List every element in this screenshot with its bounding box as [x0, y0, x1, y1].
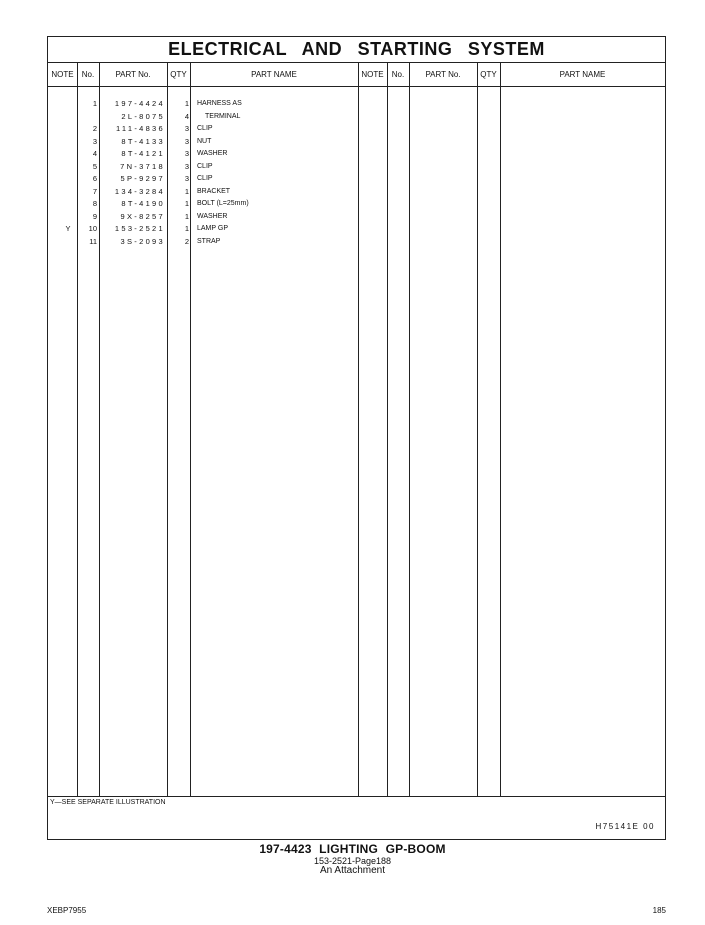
col-header-no-left: No.	[81, 70, 95, 79]
row-number: 5	[92, 161, 97, 171]
row-number: 10	[88, 224, 97, 233]
row-part-number: 5P-9297	[120, 174, 165, 183]
row-number: 8	[92, 199, 97, 208]
col-header-partno-right: PART No.	[425, 70, 461, 79]
row-part-name: BOLT (L=25mm)	[197, 200, 249, 207]
row-part-name: HARNESS AS	[197, 100, 242, 107]
attachment-label: An Attachment	[319, 865, 386, 876]
col-header-partname-left: PART NAME	[251, 70, 297, 79]
row-part-number: 111-4836	[116, 124, 165, 133]
row-part-number: 153-2521	[114, 224, 165, 233]
row-part-name: CLIP	[197, 125, 213, 132]
row-number: 9	[92, 211, 97, 221]
row-part-name: STRAP	[197, 237, 221, 245]
row-part-number: 3S-2093	[120, 236, 165, 246]
row-part-number: 134-3284	[114, 186, 165, 196]
row-part-number: 197-4424	[114, 99, 165, 108]
col-divider	[409, 63, 410, 796]
group-title: 197-4423 LIGHTING GP-BOOM	[259, 842, 446, 856]
row-qty: 1	[184, 211, 189, 221]
col-divider	[190, 63, 191, 796]
col-header-partno-left: PART No.	[115, 70, 151, 79]
table-bottom-divider	[48, 796, 665, 797]
col-header-partname-right: PART NAME	[559, 70, 606, 79]
col-divider	[167, 63, 168, 796]
col-divider	[500, 63, 501, 796]
col-header-qty-right: QTY	[480, 70, 497, 79]
col-divider	[77, 63, 78, 796]
row-qty: 3	[184, 124, 189, 133]
col-divider-center	[358, 63, 359, 796]
row-number: 11	[89, 236, 97, 246]
row-qty: 4	[184, 111, 189, 121]
row-number: 3	[92, 136, 97, 146]
row-part-name: WASHER	[197, 150, 228, 157]
row-part-number: 8T-4121	[121, 149, 165, 158]
col-header-note-left: NOTE	[51, 70, 74, 79]
row-number: 1	[92, 99, 97, 108]
row-qty: 2	[184, 236, 189, 246]
col-divider	[477, 63, 478, 796]
row-qty: 1	[184, 199, 189, 208]
page-reference: 153-2521-Page188	[313, 856, 392, 866]
col-header-qty-left: QTY	[170, 70, 187, 79]
row-qty: 1	[184, 186, 189, 196]
row-qty: 1	[184, 99, 189, 108]
row-number: 4	[92, 149, 97, 158]
row-part-number: 9X-8257	[120, 211, 165, 221]
page-title: ELECTRICAL AND STARTING SYSTEM	[48, 37, 665, 63]
row-number: 6	[92, 174, 97, 183]
row-part-name: CLIP	[197, 175, 213, 182]
row-part-name: BRACKET	[197, 187, 231, 195]
illustration-reference: H75141E 00	[595, 822, 655, 831]
row-part-number: 7N-3718	[120, 161, 165, 171]
header-divider	[48, 86, 665, 87]
row-part-name: NUT	[197, 137, 212, 145]
row-qty: 3	[184, 136, 189, 146]
row-qty: 3	[184, 149, 189, 158]
row-qty: 1	[184, 224, 189, 233]
parts-list-frame	[47, 36, 666, 840]
row-part-number: 8T-4133	[121, 136, 165, 146]
row-part-name: LAMP GP	[197, 225, 228, 232]
row-note: Y	[65, 224, 71, 233]
row-part-name: WASHER	[197, 212, 228, 220]
row-number: 2	[92, 124, 97, 133]
col-divider	[387, 63, 388, 796]
col-header-no-right: No.	[391, 70, 405, 79]
row-qty: 3	[184, 174, 189, 183]
document-id: XEBP7955	[47, 906, 87, 915]
row-number: 7	[92, 186, 97, 196]
row-part-number: 8T-4190	[121, 199, 165, 208]
row-part-name: TERMINAL	[205, 112, 241, 120]
footnote: Y—SEE SEPARATE ILLUSTRATION	[50, 799, 166, 806]
col-header-note-right: NOTE	[361, 70, 384, 79]
row-part-number: 2L-8075	[121, 111, 165, 121]
row-part-name: CLIP	[197, 162, 213, 170]
row-qty: 3	[184, 161, 189, 171]
page-number: 185	[652, 906, 666, 915]
